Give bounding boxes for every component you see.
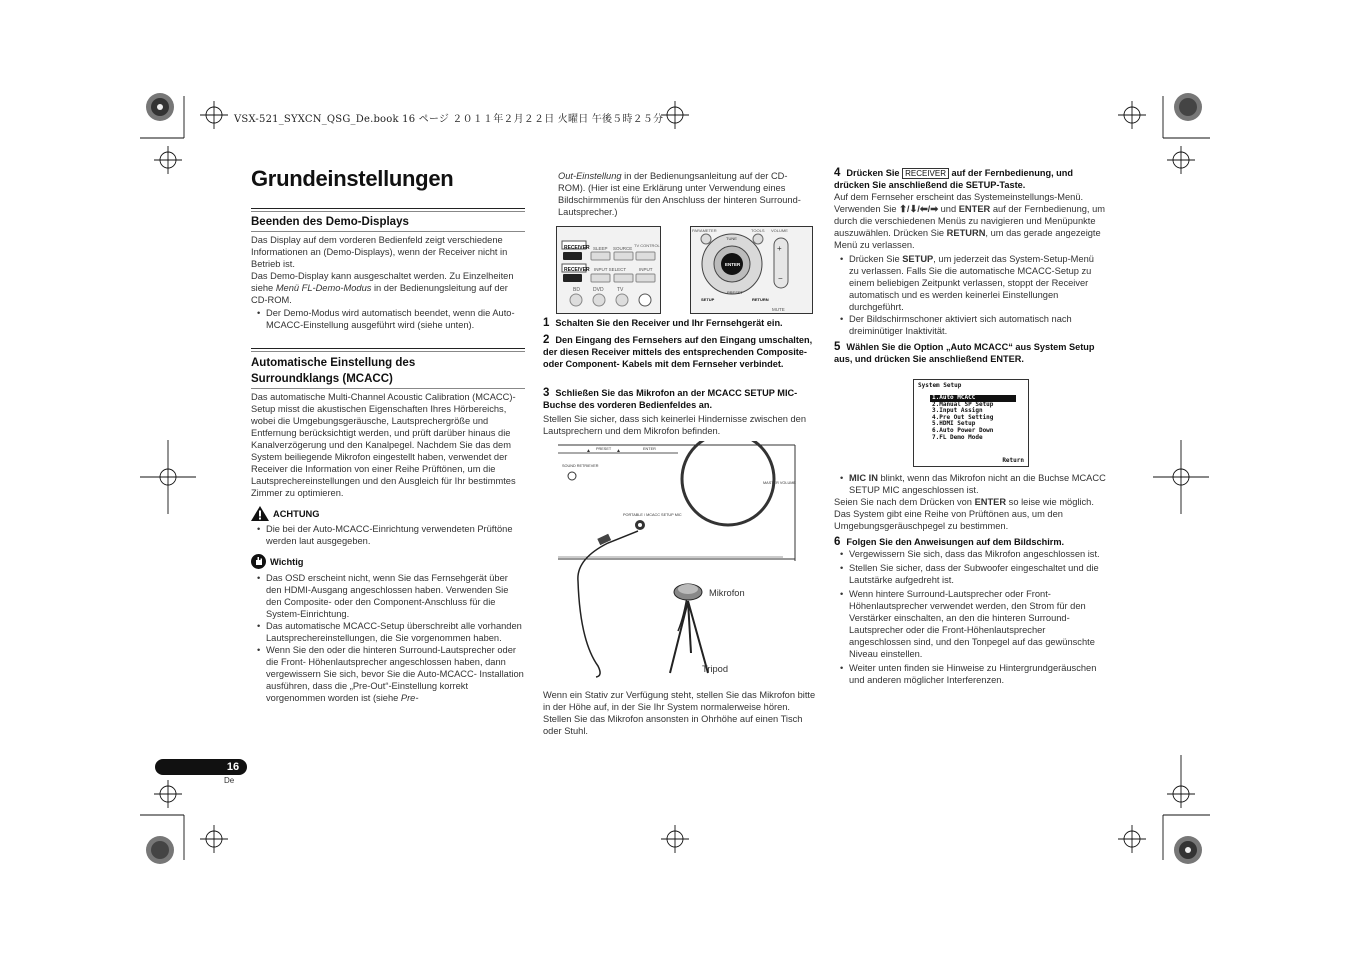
osd-menu-item[interactable]: 6.Auto Power Down <box>932 426 994 434</box>
file-header-line: VSX-521_SYXCN_QSG_De.book 16 ページ ２０１１年２月２２日 火曜日 午後５時２５分 <box>234 114 664 125</box>
svg-text:▲: ▲ <box>586 448 591 454</box>
remote-label-enter: ENTER <box>725 262 741 267</box>
remote-label-tune: TUNE <box>726 236 737 241</box>
remote-label-tv: TV <box>617 287 624 293</box>
section-title-demo: Beenden des Demo-Displays <box>251 216 409 228</box>
crosshair-mark-icon <box>1167 146 1195 174</box>
remote-label-setup: SETUP <box>701 297 715 302</box>
remote-label-dvd: DVD <box>593 287 604 293</box>
paragraph: Das Demo-Display kann ausgeschaltet werden. Zu Einzelheiten siehe Menü FL-Demo-Modus in der Bedienungsleitung auf der CD-ROM. <box>251 271 514 305</box>
crosshair-mark-icon <box>661 825 689 853</box>
column-right-lower <box>834 472 1106 686</box>
remote-label-input-select: INPUT SELECT <box>594 267 627 272</box>
front-label-preset: PRESET <box>596 447 612 451</box>
paragraph: Stellen Sie sicher, dass sich keinerlei Hindernisse zwischen den Lautsprechern und dem Mikrofon befinden. <box>543 414 807 436</box>
star-target-icon <box>1174 836 1202 864</box>
paragraph: Auf dem Fernseher erscheint das Systemeinstellungs-Menü. Verwenden Sie ⬆/⬇/⬅/➡ und ENTER auf der Fernbedienung, um durch die verschiedenen Menüs zu navigieren und Menüpunkte auszuwählen. Drücken Sie RETURN, um das gerade angezeigte Menü zu verlassen. <box>834 192 1105 250</box>
remote-label-tools: TOOLS <box>751 228 765 233</box>
bullet-item: • Drücken Sie SETUP, um jederzeit das System-Setup-Menü zu verlassen. Falls Sie die automatische MCACC-Setup zu einem beliebigen Zeitpunkt verlassen, stoppt der Receiver automatisch und es werden keinerlei Einstellungen durchgeführt. <box>834 253 1106 313</box>
star-target-icon <box>146 93 174 121</box>
caution-heading: ACHTUNG <box>251 506 525 521</box>
crosshair-mark-icon <box>1167 755 1195 808</box>
column-left <box>251 208 525 704</box>
bullet-item: • Der Demo-Modus wird automatisch beendet, wenn die Auto-MCACC-Einstellung ausgeführt wird (siehe unten). <box>251 307 525 331</box>
crosshair-mark-icon <box>154 146 182 174</box>
osd-menu <box>930 395 1016 441</box>
svg-text:▲: ▲ <box>616 448 621 454</box>
step-1: 1 Schalten Sie den Receiver und Ihr Fernsehgerät ein. <box>543 317 783 329</box>
bullet-item: • MIC IN blinkt, wenn das Mikrofon nicht an die Buchse MCACC SETUP MIC angeschlossen ist. <box>834 472 1106 496</box>
page-title: Grundeinstellungen <box>251 166 454 191</box>
paragraph: Wenn ein Stativ zur Verfügung steht, stellen Sie das Mikrofon bitte in der Höhe auf, in der Sie Ihr System normalerweise hören. Stellen Sie das Mikrofon ansonsten in Ohrhöhe auf einen Tisch oder Stuhl. <box>543 690 816 736</box>
important-heading: Wichtig <box>251 554 525 569</box>
crosshair-mark-icon <box>154 780 182 808</box>
step-3: 3 Schließen Sie das Mikrofon an der MCACC SETUP MIC-Buchse des vorderen Bedienfeldes an. <box>543 387 798 410</box>
star-target-icon <box>146 836 174 864</box>
figure-label-tripod: Tripod <box>702 664 729 674</box>
crosshair-mark-icon <box>1153 440 1209 514</box>
crosshair-mark-icon <box>1118 101 1146 129</box>
step-2: 2 Den Eingang des Fernsehers auf den Eingang umschalten, der diesen Receiver mittels des entsprechenden Composite- oder Component- Kabels mit dem Fernseher verbindet. <box>543 334 813 369</box>
osd-system-setup-screen <box>913 379 1029 467</box>
warning-triangle-icon <box>251 506 269 521</box>
paragraph: Das automatische Multi-Channel Acoustic Calibration (MCACC)-Setup misst die akustischen Eigenschaften Ihres Hörbereichs, wobei die Umgebungsgeräusche, Lautsprechergröße und Entfernung berücksichtigt werden, und prüft darüber hinaus die Kanalverzögerung und den Kanalpegel. Nachdem Sie das dem System beiliegende Mikrofon eingestellt haben, verwendet der Receiver die Information von einer Reihe Prüftönen, um die Lautsprechereinstellungen und den Ausgleich für Ihr bestimmtes Zimmer zu optimieren. <box>251 392 516 498</box>
svg-text:−: − <box>778 274 783 283</box>
bullet-item: • Weiter unten finden sie Hinweise zu Hintergrundgeräuschen und anderen möglicher Interferenzen. <box>834 662 1106 686</box>
remote-label-source: SOURCE <box>613 246 633 251</box>
front-label-sound-retriever: SOUND RETRIEVER <box>562 464 599 468</box>
osd-menu-item[interactable]: 2.Manual SP Setup <box>932 400 994 408</box>
remote-label-volume: VOLUME <box>771 228 788 233</box>
remote-label-bd: BD <box>573 287 580 293</box>
receiver-key-label: RECEIVER <box>902 168 949 179</box>
remote-label-return: RETURN <box>752 297 769 302</box>
osd-menu-item[interactable]: 4.Pre Out Setting <box>932 413 994 421</box>
step-4: 4 Drücken Sie RECEIVER auf der Fernbedienung, und drücken Sie anschließend die SETUP-Taste. <box>834 167 1074 190</box>
svg-text:+: + <box>777 244 782 253</box>
paragraph: Das Display auf dem vorderen Bedienfeld zeigt verschiedene Informationen an (Demo-Displays), wenn der Receiver nicht in Betrieb ist. <box>251 235 508 269</box>
remote-label-tv-input: INPUT <box>639 267 653 272</box>
bullet-item: • Die bei der Auto-MCACC-Einrichtung verwendeten Prüftöne werden laut ausgegeben. <box>251 523 525 547</box>
bullet-item: • Vergewissern Sie sich, dass das Mikrofon angeschlossen ist. <box>834 548 1106 560</box>
bullet-item: • Wenn hintere Surround-Lautsprecher oder Front-Höhenlautsprecher verwendet werden, den Strom für den Verstärker einschalten, an den die hinteren Surround-Lautsprecher oder die Front-Höhenlautsprecher angeschlossen sind, und den Tonpegel auf das gewünschte Niveau einstellen. <box>834 588 1106 660</box>
important-hand-icon <box>251 554 266 569</box>
crosshair-mark-icon <box>661 101 689 129</box>
front-label-enter: ENTER <box>643 447 656 451</box>
bullet-item: • Stellen Sie sicher, dass der Subwoofer eingeschaltet und die Lautstärke aufgedreht ist. <box>834 562 1106 586</box>
paragraph: Out-Einstellung in der Bedienungsanleitung auf der CD-ROM). (Hier ist eine Erklärung unter Verwendung eines Bildschirmmenüs für den Anschluss der hinteren Surround-Lautsprecher.) <box>558 171 801 217</box>
page-language: De <box>224 776 235 785</box>
bullet-item: • Wenn Sie den oder die hinteren Surround-Lautsprecher oder die Front- Höhenlautsprecher angeschlossen haben, dann vergewissern Sie sich, bevor Sie die Auto-MCACC- Installation ausführen, dass die „Pre-Out“-Einstellung korrekt vorgenommen worden ist (siehe Pre- <box>251 644 525 704</box>
remote-label-parameter: PARAMETER <box>692 228 717 233</box>
crosshair-mark-icon <box>140 440 196 514</box>
front-label-master-volume: MASTER VOLUME <box>763 481 796 485</box>
osd-menu-item[interactable]: 1.Auto MCACC <box>930 395 1016 402</box>
microphone-connection-illustration <box>558 441 798 681</box>
bullet-item: • Das OSD erscheint nicht, wenn Sie das Fernsehgerät über den HDMI-Ausgang angeschlossen haben. Verwenden Sie den Composite- oder den Component-Anschluss für die System-Einrichtung. <box>251 572 525 620</box>
remote-label-sleep: SLEEP <box>593 246 608 251</box>
osd-menu-item[interactable]: 5.HDMI Setup <box>932 420 976 428</box>
remote-label-receiver-2: RECEIVER <box>564 267 590 273</box>
front-label-mcacc-mic: PORTABLE / MCACC SETUP MIC <box>623 513 682 517</box>
remote-label-mute: MUTE <box>772 307 785 312</box>
crosshair-mark-icon <box>200 825 228 853</box>
star-target-icon <box>1174 93 1202 121</box>
osd-return: Return <box>1002 457 1024 464</box>
remote-label-tv-control: TV CONTROL <box>634 243 660 248</box>
column-right <box>834 167 1106 365</box>
bullet-item: • Der Bildschirmschoner aktiviert sich automatisch nach dreiminütiger Inaktivität. <box>834 313 1106 337</box>
step-5: 5 Wählen Sie die Option „Auto MCACC“ aus System Setup aus, und drücken Sie anschließend ENTER. <box>834 341 1095 364</box>
osd-menu-item[interactable]: 3.Input Assign <box>932 407 983 415</box>
paragraph: Seien Sie nach dem Drücken von ENTER so leise wie möglich. Das System gibt eine Reihe von Prüftönen aus, um den Umgebungsgeräuschpegel zu bestimmen. <box>834 497 1094 531</box>
crosshair-mark-icon <box>200 101 228 129</box>
section-title-mcacc: Automatische Einstellung des Surroundklangs (MCACC) <box>251 357 416 385</box>
page-number: 16 <box>226 761 240 773</box>
osd-menu-item[interactable]: 7.FL Demo Mode <box>932 433 983 441</box>
osd-title: System Setup <box>918 382 962 389</box>
bullet-item: • Das automatische MCACC-Setup überschreibt alle vorhanden Lautsprechereinstellungen, die Sie vorgenommen haben. <box>251 620 525 644</box>
step-6: 6 Folgen Sie den Anweisungen auf dem Bildschirm. <box>834 536 1065 548</box>
crosshair-mark-icon <box>1118 825 1146 853</box>
remote-label-receiver: RECEIVER <box>564 245 590 251</box>
figure-label-mikrofon: Mikrofon <box>709 588 745 598</box>
remote-label-preset: PRESET <box>727 290 744 295</box>
remote-control-illustration <box>556 226 813 314</box>
